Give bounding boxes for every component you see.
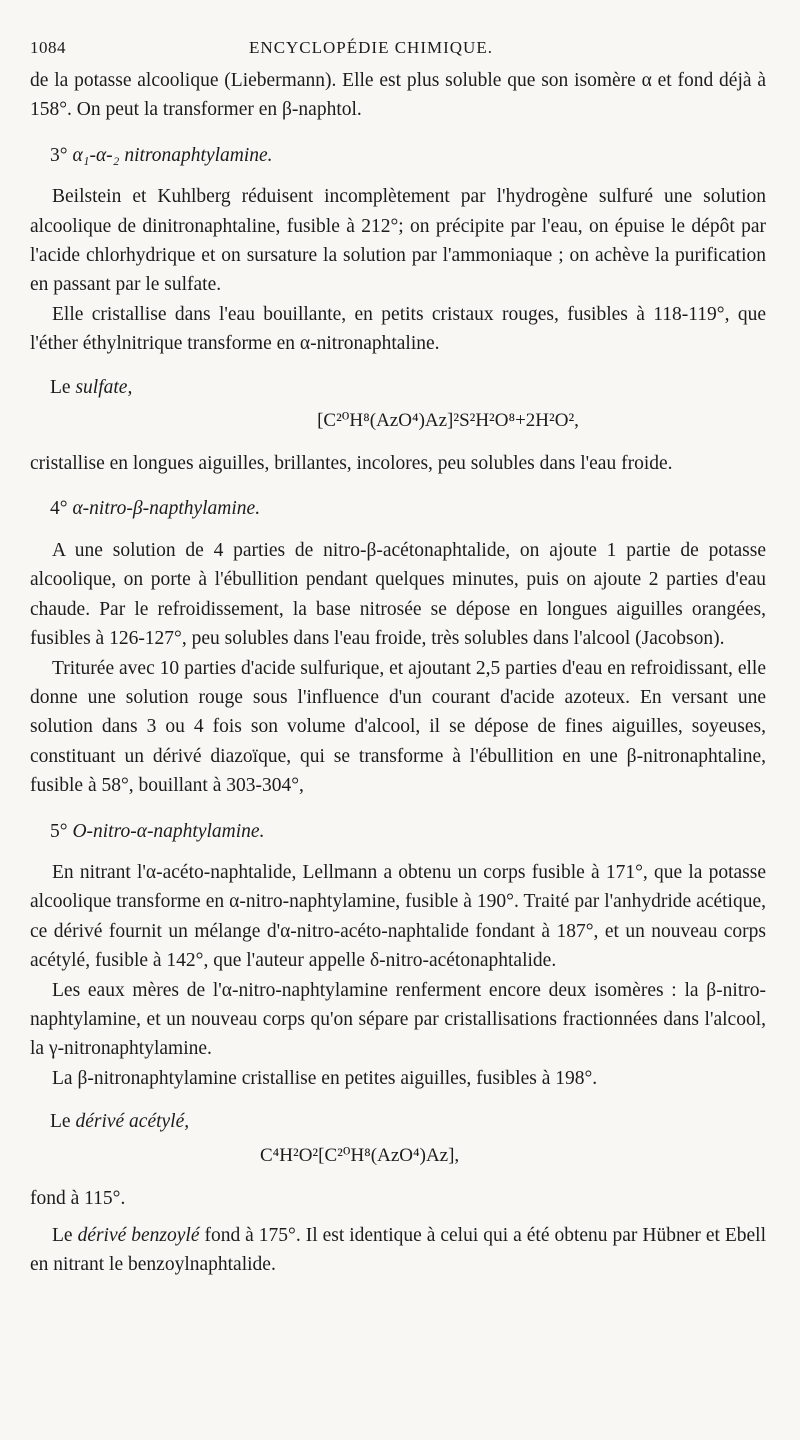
- running-title: ENCYCLOPÉDIE CHIMIQUE.: [249, 38, 493, 57]
- acetyl-prefix: Le: [50, 1111, 71, 1133]
- page-number: 1084: [30, 38, 66, 57]
- benzoyl-paragraph: [30, 1221, 766, 1280]
- acetyl-label: dérivé acétylé,: [75, 1111, 190, 1133]
- running-header: [30, 38, 766, 58]
- section-5-paragraph-2: Les eaux mères de l'α-nitro-naphtylamine renferment encore deux isomères : la β-nitro-naphtylamine, et un nouveau corps qu'on sépare par cristallisations fractionnées dans l'alcool, la γ-nitronaphtylamine.: [30, 979, 766, 1060]
- acetyl-fond-line: fond à 115°.: [30, 1187, 126, 1209]
- acetyl-formula: C⁴H²O²[C²⁰H⁸(AzO⁴)Az],: [260, 1144, 460, 1166]
- sulfate-prefix: Le: [50, 376, 71, 398]
- section-3-title: α₁-α-₂ nitronaphtylamine.: [72, 144, 273, 166]
- section-5-number: 5°: [50, 820, 68, 842]
- section-3-paragraph-1: Beilstein et Kuhlberg réduisent incomplètement par l'hydrogène sulfuré une solution alcoolique de dinitronaphtaline, fusible à 212°; on précipite par l'eau, on épuise le dépôt par l'acide chlorhydrique et on sursature la solution par l'ammoniaque ; on achève la purification en passant par le sulfate.: [30, 186, 766, 296]
- section-5-heading: [50, 817, 766, 846]
- section-5-paragraph-3: La β-nitronaphtylamine cristallise en petites aiguilles, fusibles à 198°.: [52, 1067, 598, 1089]
- section-4-paragraph-2: Triturée avec 10 parties d'acide sulfurique, et ajoutant 2,5 parties d'eau en refroidissant, elle donne une solution rouge sous l'influence d'un courant d'acide azoteux. En versant une solution dans 3 ou 4 fois son volume d'alcool, il se dépose de fines aiguilles, soyeuses, constituant un dérivé diazoïque, qui se transforme à l'ébullition en une β-nitronaphtaline, fusible à 58°, bouillant à 303-304°,: [30, 657, 766, 797]
- intro-paragraph: de la potasse alcoolique (Liebermann). Elle est plus soluble que son isomère α et fond déjà à 158°. On peut la transformer en β-naphtol.: [30, 70, 766, 121]
- section-4-number: 4°: [50, 498, 68, 520]
- benzoyl-text: fond à 175°. Il est identique à celui qui a été obtenu par Hübner et Ebell en nitrant le benzoylnaphtalide.: [30, 1225, 767, 1276]
- section-3-paragraph-2: Elle cristallise dans l'eau bouillante, en petits cristaux rouges, fusibles à 118-119°, que l'éther éthylnitrique transforme en α-nitronaphtaline.: [30, 303, 766, 355]
- sulfate-label: sulfate,: [75, 376, 133, 398]
- section-4-paragraph-1: A une solution de 4 parties de nitro-β-acétonaphtalide, on ajoute 1 partie de potasse alcoolique, on porte à l'ébullition pendant quelques minutes, puis on ajoute 2 parties d'eau chaude. Par le refroidissement, la base nitrosée se dépose en longues aiguilles orangées, fusibles à 126-127°, peu solubles dans l'eau froide, très solubles dans l'alcool (Jacobson).: [30, 539, 766, 650]
- sulfate-formula: [C²⁰H⁸(AzO⁴)Az]²S²H²O⁸+2H²O²,: [317, 410, 579, 432]
- section-3-number: 3°: [50, 144, 68, 166]
- benzoyl-label: dérivé benzoylé: [77, 1225, 200, 1246]
- acetyl-label-line: [30, 1107, 766, 1136]
- section-4-heading: [50, 494, 766, 523]
- section-3-paragraph-3: cristallise en longues aiguilles, brillantes, incolores, peu solubles dans l'eau froide.: [30, 453, 673, 475]
- section-5-title: O-nitro-α-naphtylamine.: [72, 820, 265, 842]
- section-5-paragraph-1: En nitrant l'α-acéto-naphtalide, Lellmann a obtenu un corps fusible à 171°, que la potasse alcoolique transforme en α-nitro-naphtylamine, fusible à 190°. Traité par l'anhydride acétique, ce dérivé fournit un mélange d'α-nitro-acéto-naphtalide fondant à 187°, et un nouveau corps acétylé, fusible à 142°, que l'auteur appelle δ-nitro-acétonaphtalide.: [30, 861, 766, 972]
- section-3-heading: [50, 141, 766, 170]
- section-4-title: α-nitro-β-napthylamine.: [72, 498, 261, 520]
- benzoyl-prefix: Le: [52, 1225, 73, 1246]
- sulfate-label-line: [30, 373, 766, 402]
